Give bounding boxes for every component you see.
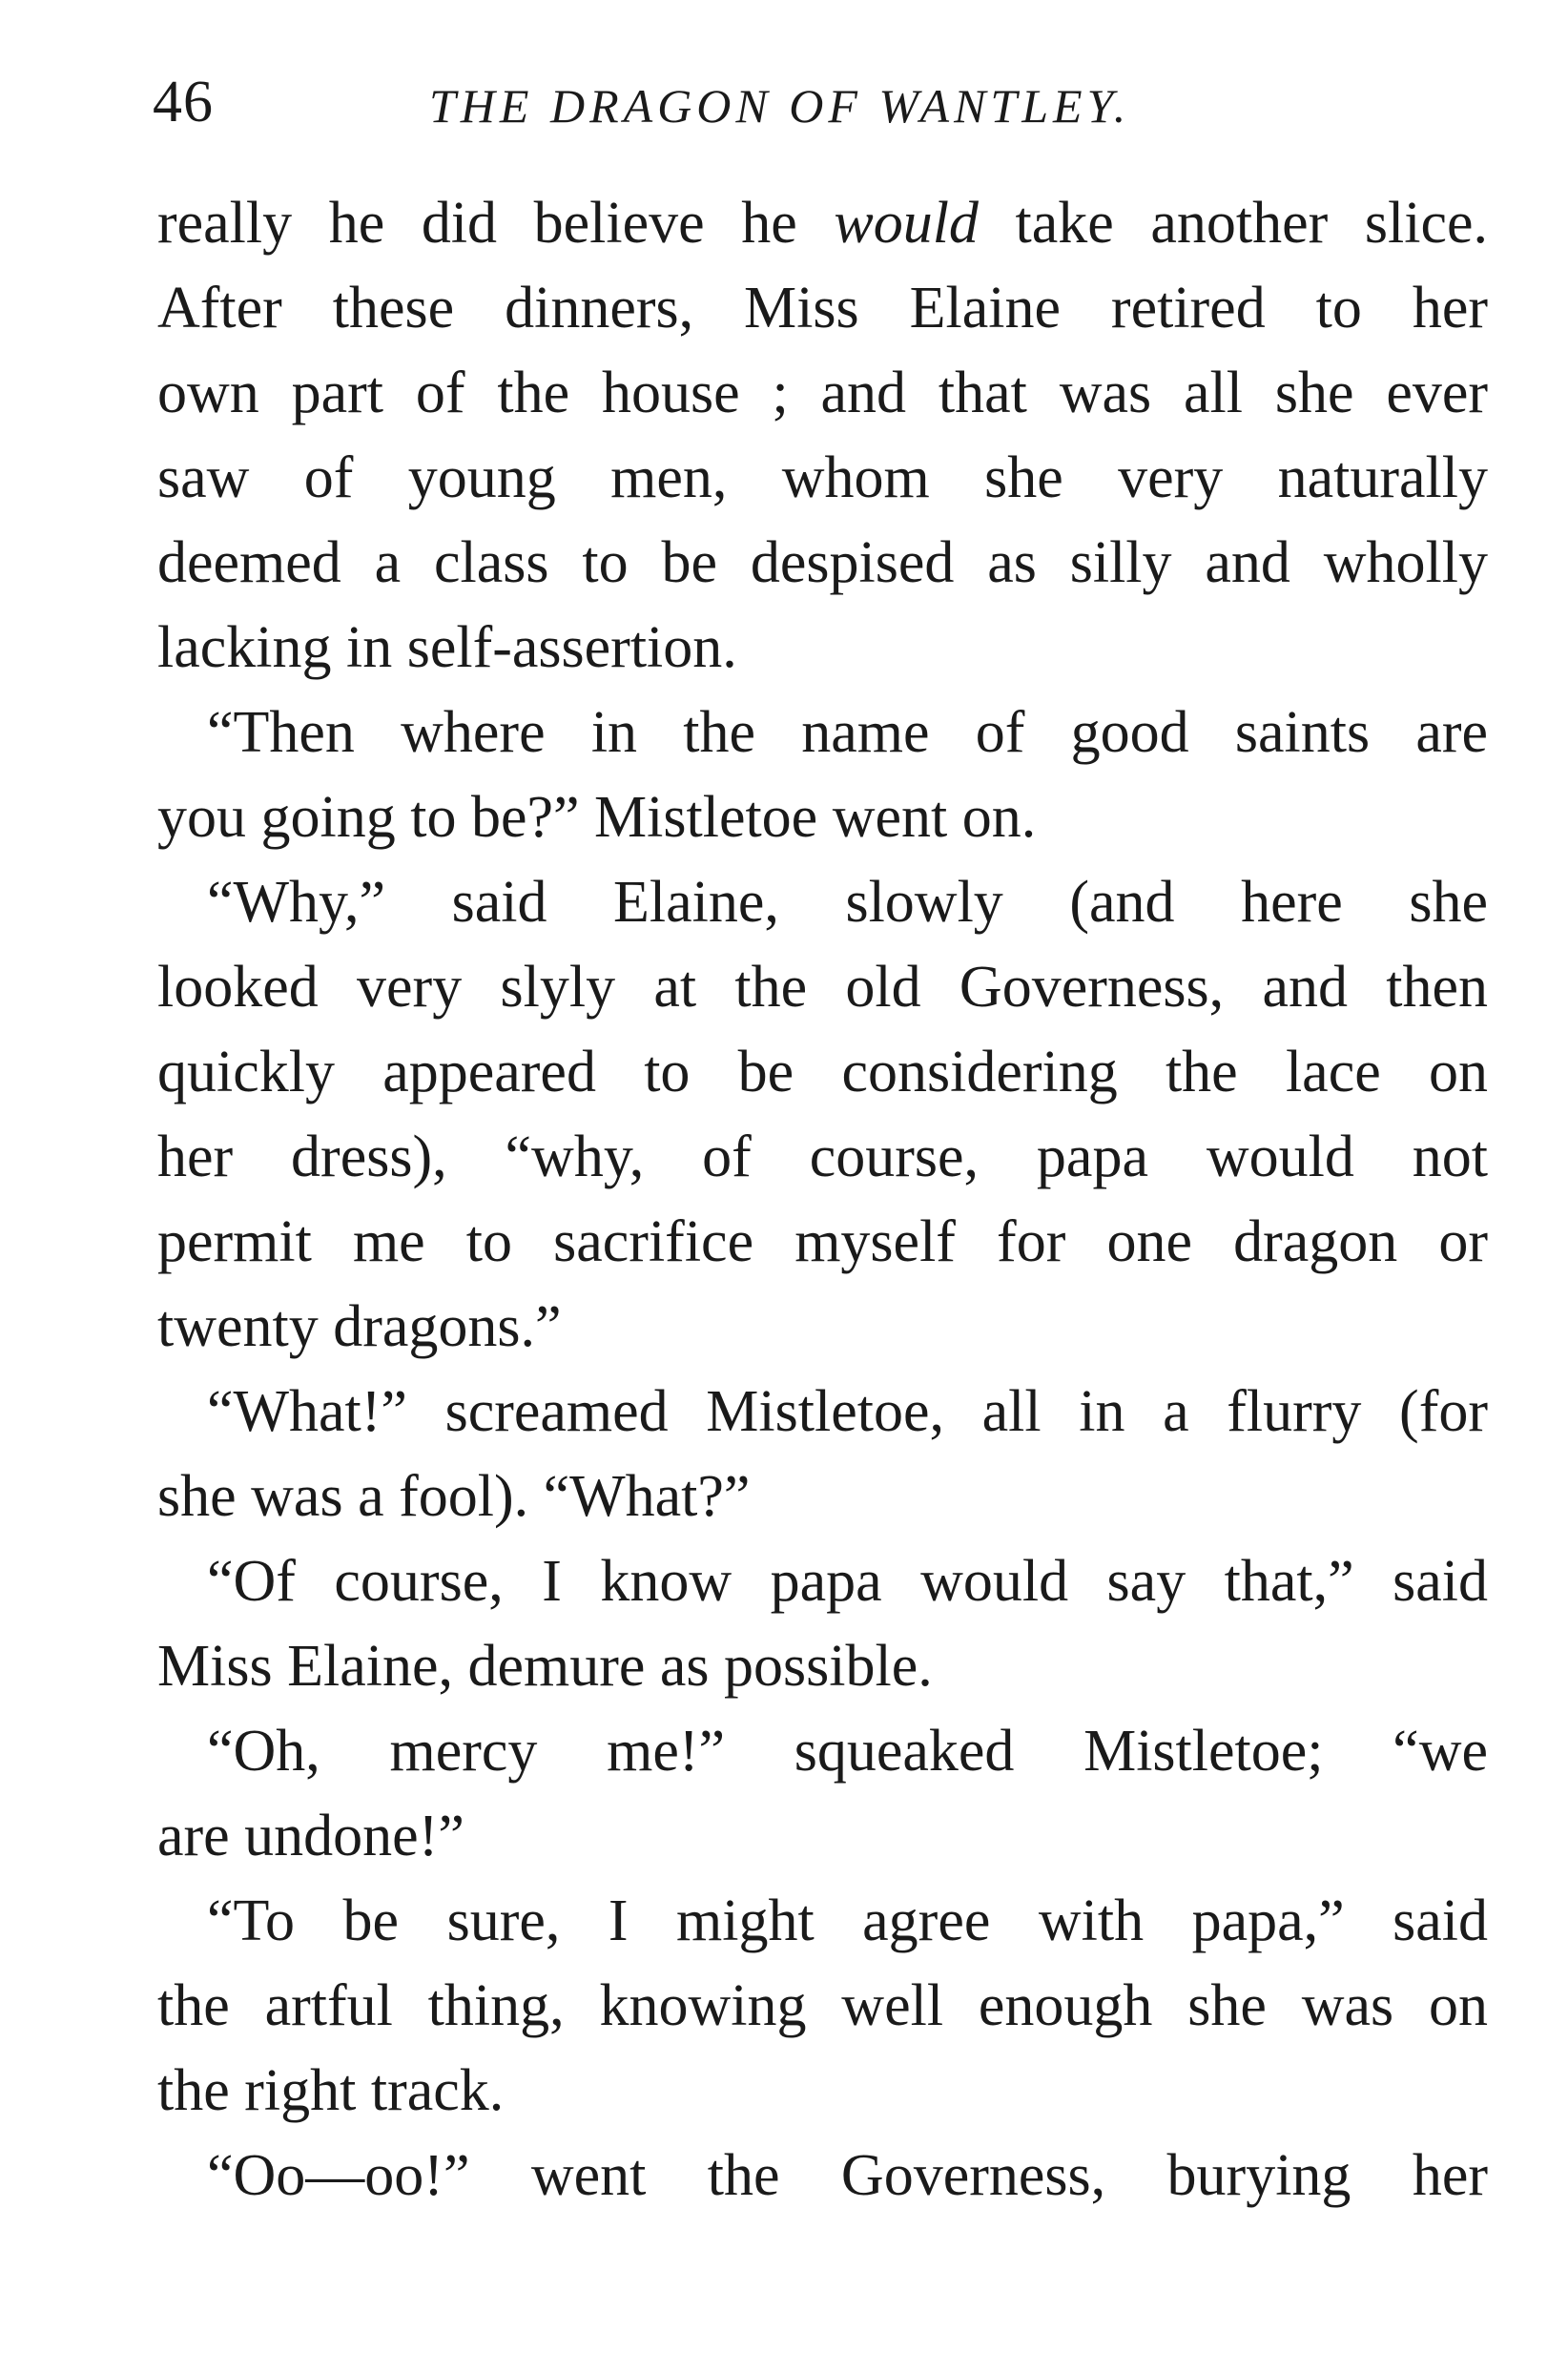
text-line: After these dinners, Miss Elaine retired to her (157, 276, 1488, 340)
text-line: deemed a class to be despised as silly and wholly (157, 530, 1488, 595)
text-line: twenty dragons.” (157, 1294, 562, 1359)
text-span: really he did believe he (157, 191, 835, 256)
text-line: “Of course, I know papa would say that,” said (207, 1549, 1488, 1614)
text-line: Miss Elaine, demure as possible. (157, 1634, 933, 1699)
text-line: “Oh, mercy me!” squeaked Mistletoe; “we (207, 1719, 1488, 1784)
text-line: her dress), “why, of course, papa would not (157, 1125, 1488, 1189)
text-line: lacking in self-assertion. (157, 615, 737, 680)
page-number: 46 (153, 70, 214, 134)
running-title: THE DRAGON OF WANTLEY. (429, 79, 1131, 133)
text-line (157, 181, 1488, 266)
text-line: “Then where in the name of good saints are (207, 700, 1488, 765)
italic-emphasis: would (834, 191, 979, 256)
text-line: “What!” screamed Mistletoe, all in a flurry (for (207, 1379, 1488, 1444)
text-line: own part of the house ; and that was all she ever (157, 361, 1488, 425)
text-line: the right track. (157, 2058, 505, 2123)
text-line: quickly appeared to be considering the lace on (157, 1040, 1488, 1104)
page-header (153, 59, 1488, 145)
text-line: saw of young men, whom she very naturally (157, 445, 1488, 510)
text-line: are undone!” (157, 1804, 464, 1868)
text-line: she was a fool). “What?” (157, 1464, 751, 1529)
text-line: looked very slyly at the old Governess, and then (157, 955, 1488, 1020)
text-line: you going to be?” Mistletoe went on. (157, 785, 1037, 850)
body-text (157, 181, 1488, 2218)
text-line: “Oo—oo!” went the Governess, burying her (207, 2143, 1488, 2208)
text-line: “To be sure, I might agree with papa,” said (207, 1888, 1488, 1953)
text-line: permit me to sacrifice myself for one dragon or (157, 1209, 1488, 1274)
text-span: take another slice. (978, 191, 1488, 256)
text-line: the artful thing, knowing well enough she was on (157, 1973, 1488, 2038)
text-line: “Why,” said Elaine, slowly (and here she (207, 870, 1488, 935)
